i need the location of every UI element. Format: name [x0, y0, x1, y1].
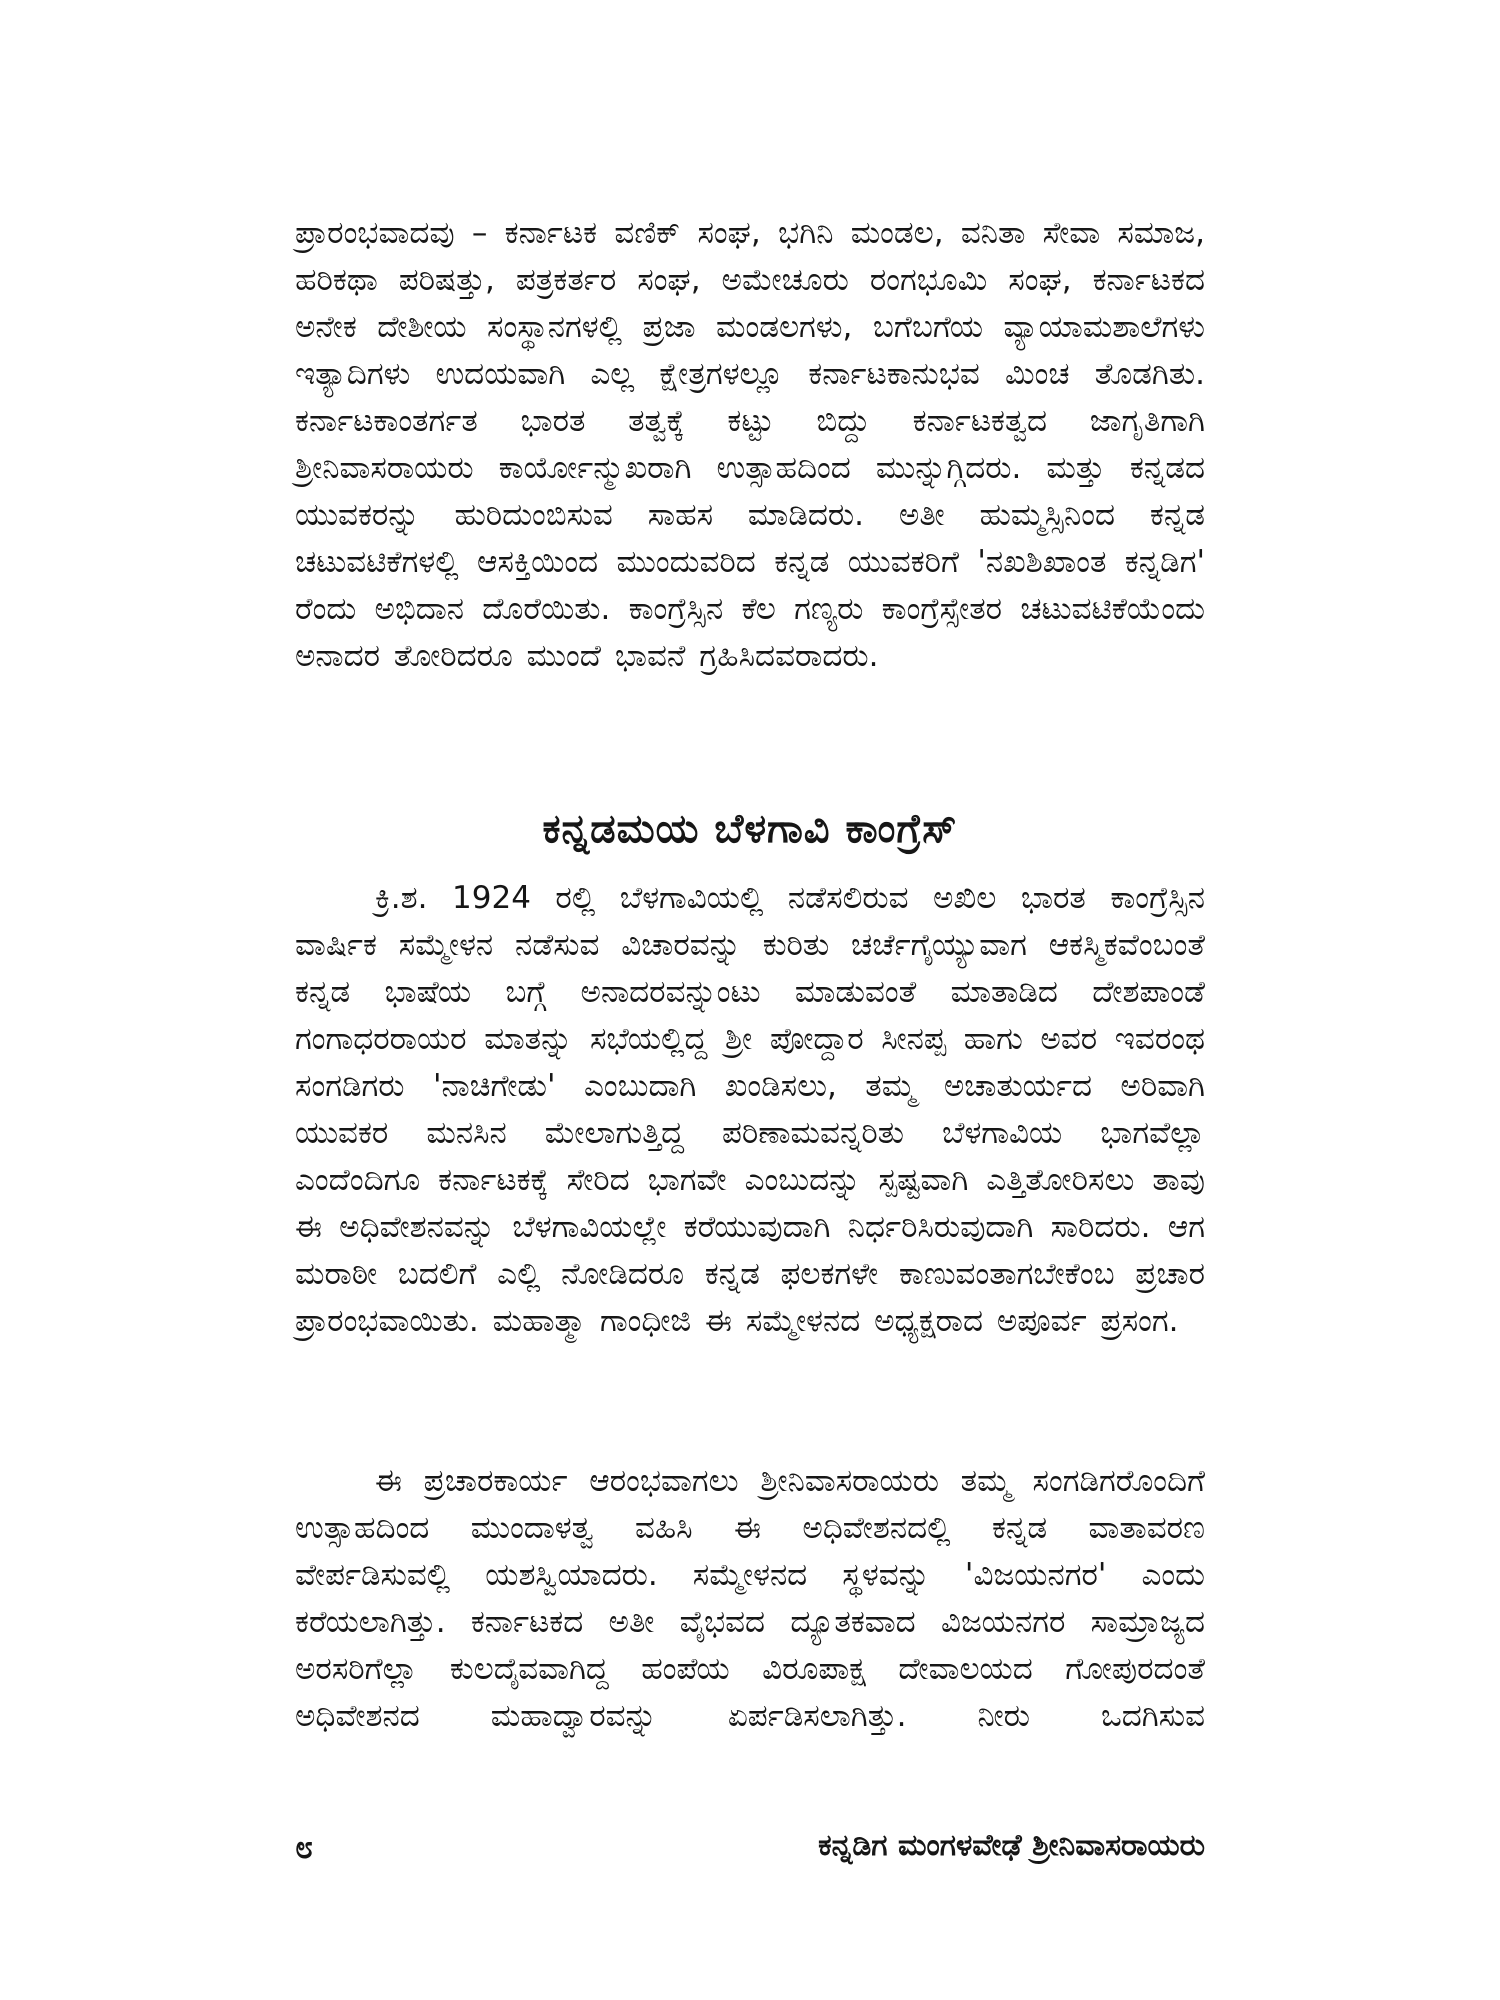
body-paragraph-1: ಪ್ರಾರಂಭವಾದವು – ಕರ್ನಾಟಕ ವಣಿಕ್ ಸಂಘ, ಭಗಿನಿ ಮಂಡಲ, ವನಿತಾ ಸೇವಾ ಸಮಾಜ, ಹರಿಕಥಾ ಪರಿಷತ್ತು, ಪತ್ರಕರ್ತರ ಸಂಘ, ಅಮೇಚೂರು ರಂಗಭೂಮಿ ಸಂಘ, ಕರ್ನಾಟಕದ ಅನೇಕ ದೇಶೀಯ ಸಂಸ್ಥಾನಗಳಲ್ಲಿ ಪ್ರಜಾ ಮಂಡಲಗಳು, ಬಗೆಬಗೆಯ ವ್ಯಾಯಾಮಶಾಲೆಗಳು ಇತ್ಯಾದಿಗಳು ಉದಯವಾಗಿ ಎಲ್ಲ ಕ್ಷೇತ್ರಗಳಲ್ಲೂ ಕರ್ನಾಟಕಾನುಭವ ಮಿಂಚ ತೊಡಗಿತು. ಕರ್ನಾಟಕಾಂತರ್ಗತ ಭಾರತ ತತ್ವಕ್ಕೆ ಕಟ್ಟು ಬಿದ್ದು ಕರ್ನಾಟಕತ್ವದ ಜಾಗೃತಿಗಾಗಿ ಶ್ರೀನಿವಾಸರಾಯರು ಕಾರ್ಯೋನ್ಮುಖರಾಗಿ ಉತ್ಸಾಹದಿಂದ ಮುನ್ನುಗ್ಗಿದರು. ಮತ್ತು ಕನ್ನಡದ ಯುವಕರನ್ನು ಹುರಿದುಂಬಿಸುವ ಸಾಹಸ ಮಾಡಿದರು. ಅತೀ ಹುಮ್ಮಸ್ಸಿನಿಂದ ಕನ್ನಡ ಚಟುವಟಿಕೆಗಳಲ್ಲಿ ಆಸಕ್ತಿಯಿಂದ ಮುಂದುವರಿದ ಕನ್ನಡ ಯುವಕರಿಗೆ 'ನಖಶಿಖಾಂತ ಕನ್ನಡಿಗ' ರೆಂದು ಅಭಿದಾನ ದೊರೆಯಿತು. ಕಾಂಗ್ರೆಸ್ಸಿನ ಕೆಲ ಗಣ್ಯರು ಕಾಂಗ್ರೆಸ್ಸೇತರ ಚಟುವಟಿಕೆಯೆಂದು ಅನಾದರ ತೋರಿದರೂ ಮುಂದೆ ಭಾವನೆ ಗ್ರಹಿಸಿದವರಾದರು. — [295, 215, 1205, 674]
section-heading: ಕನ್ನಡಮಯ ಬೆಳಗಾವಿ ಕಾಂಗ್ರೆಸ್ — [542, 806, 958, 852]
page-footer — [295, 1828, 1205, 1868]
body-paragraph-2: ಕ್ರಿ.ಶ. 1924 ರಲ್ಲಿ ಬೆಳಗಾವಿಯಲ್ಲಿ ನಡೆಸಲಿರುವ ಅಖಿಲ ಭಾರತ ಕಾಂಗ್ರೆಸ್ಸಿನ ವಾರ್ಷಿಕ ಸಮ್ಮೇಳನ ನಡೆಸುವ ವಿಚಾರವನ್ನು ಕುರಿತು ಚರ್ಚೆಗೈಯ್ಯುವಾಗ ಆಕಸ್ಮಿಕವೆಂಬಂತೆ ಕನ್ನಡ ಭಾಷೆಯ ಬಗ್ಗೆ ಅನಾದರವನ್ನುಂಟು ಮಾಡುವಂತೆ ಮಾತಾಡಿದ ದೇಶಪಾಂಡೆ ಗಂಗಾಧರರಾಯರ ಮಾತನ್ನು ಸಭೆಯಲ್ಲಿದ್ದ ಶ್ರೀ ಪೋದ್ದಾರ ಸೀನಪ್ಪ ಹಾಗು ಅವರ ಇವರಂಥ ಸಂಗಡಿಗರು 'ನಾಚಿಗೇಡು' ಎಂಬುದಾಗಿ ಖಂಡಿಸಲು, ತಮ್ಮ ಅಚಾತುರ್ಯದ ಅರಿವಾಗಿ ಯುವಕರ ಮನಸಿನ ಮೇಲಾಗುತ್ತಿದ್ದ ಪರಿಣಾಮವನ್ನರಿತು ಬೆಳಗಾವಿಯ ಭಾಗವೆಲ್ಲಾ ಎಂದೆಂದಿಗೂ ಕರ್ನಾಟಕಕ್ಕೆ ಸೇರಿದ ಭಾಗವೇ ಎಂಬುದನ್ನು ಸ್ಪಷ್ಟವಾಗಿ ಎತ್ತಿತೋರಿಸಲು ತಾವು ಈ ಅಧಿವೇಶನವನ್ನು ಬೆಳಗಾವಿಯಲ್ಲೇ ಕರೆಯುವುದಾಗಿ ನಿರ್ಧರಿಸಿರುವುದಾಗಿ ಸಾರಿದರು. ಆಗ ಮರಾಠೀ ಬದಲಿಗೆ ಎಲ್ಲಿ ನೋಡಿದರೂ ಕನ್ನಡ ಫಲಕಗಳೇ ಕಾಣುವಂತಾಗಬೇಕೆಂಬ ಪ್ರಚಾರ ಪ್ರಾರಂಭವಾಯಿತು. ಮಹಾತ್ಮಾ ಗಾಂಧೀಜಿ ಈ ಸಮ್ಮೇಳನದ ಅಧ್ಯಕ್ಷರಾದ ಅಪೂರ್ವ ಪ್ರಸಂಗ. — [295, 880, 1205, 1339]
body-paragraph-3: ಈ ಪ್ರಚಾರಕಾರ್ಯ ಆರಂಭವಾಗಲು ಶ್ರೀನಿವಾಸರಾಯರು ತಮ್ಮ ಸಂಗಡಿಗರೊಂದಿಗೆ ಉತ್ಸಾಹದಿಂದ ಮುಂದಾಳತ್ವ ವಹಿಸಿ ಈ ಅಧಿವೇಶನದಲ್ಲಿ ಕನ್ನಡ ವಾತಾವರಣ ವೇರ್ಪಡಿಸುವಲ್ಲಿ ಯಶಸ್ವಿಯಾದರು. ಸಮ್ಮೇಳನದ ಸ್ಥಳವನ್ನು 'ವಿಜಯನಗರ' ಎಂದು ಕರೆಯಲಾಗಿತ್ತು. ಕರ್ನಾಟಕದ ಅತೀ ವೈಭವದ ದ್ಯೂತಕವಾದ ವಿಜಯನಗರ ಸಾಮ್ರಾಜ್ಯದ ಅರಸರಿಗೆಲ್ಲಾ ಕುಲದೈವವಾಗಿದ್ದ ಹಂಪೆಯ ವಿರೂಪಾಕ್ಷ ದೇವಾಲಯದ ಗೋಪುರದಂತೆ ಅಧಿವೇಶನದ ಮಹಾದ್ವಾರವನ್ನು ಏರ್ಪಡಿಸಲಾಗಿತ್ತು. ನೀರು ಒದಗಿಸುವ — [295, 1463, 1205, 1734]
page-number: ೮ — [295, 1828, 313, 1866]
running-title: ಕನ್ನಡಿಗ ಮಂಗಳವೇಢೆ ಶ್ರೀನಿವಾಸರಾಯರು — [818, 1828, 1205, 1863]
